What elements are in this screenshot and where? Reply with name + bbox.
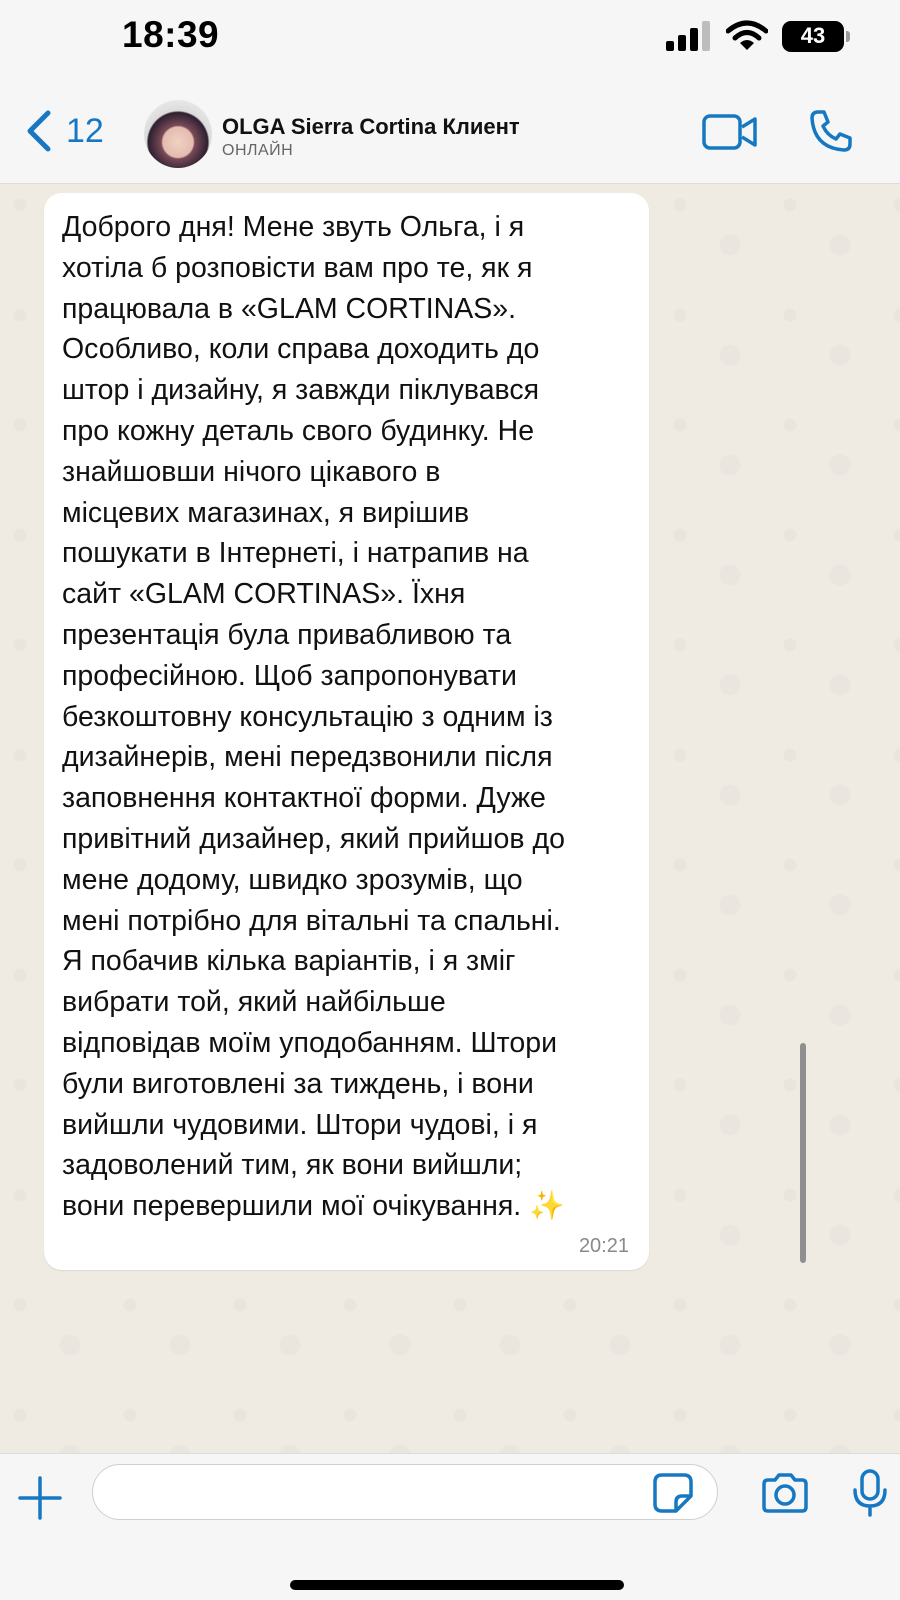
camera-icon bbox=[760, 1472, 810, 1514]
back-button[interactable] bbox=[26, 110, 104, 152]
chevron-left-icon bbox=[26, 110, 52, 152]
video-camera-icon bbox=[702, 114, 758, 150]
camera-button[interactable] bbox=[760, 1472, 810, 1519]
chat-header bbox=[0, 80, 900, 184]
cellular-signal-icon bbox=[666, 21, 712, 51]
attach-button[interactable] bbox=[16, 1474, 64, 1527]
phone-icon bbox=[808, 108, 854, 154]
microphone-icon bbox=[852, 1468, 888, 1518]
sticker-button[interactable] bbox=[652, 1472, 694, 1519]
battery-level: 43 bbox=[800, 23, 826, 48]
contact-status: ОНЛАЙН bbox=[222, 142, 294, 159]
status-time: 18:39 bbox=[122, 14, 220, 55]
chat-area[interactable] bbox=[0, 185, 900, 1453]
plus-icon bbox=[16, 1474, 64, 1522]
message-bubble[interactable] bbox=[44, 193, 649, 1270]
voice-call-button[interactable] bbox=[808, 108, 854, 159]
message-time: 20:21 bbox=[578, 1235, 629, 1257]
scrollbar[interactable] bbox=[800, 1043, 806, 1263]
contact-avatar[interactable] bbox=[144, 100, 212, 168]
battery-indicator bbox=[782, 21, 844, 52]
message-text: Доброго дня! Мене звуть Ольга, і я хотіла б розповісти вам про те, як я працювала в «GLAM CORTINAS». Особливо, коли справа доходить до штор і дизайну, я завжди піклувався про кожну деталь свого будинку. Не знайшовши нічого цікавого в місцевих магазинах, я вирішив пошукати в Інтернеті, і натрапив на сайт «GLAM CORTINAS». Їхня презентація була привабливою та професійною. Щоб запропонувати безкоштовну консультацію з одним із дизайнерів, мені передзвонили після заповнення контактної форми. Дуже привітний дизайнер, який прийшов до мене додому, швидко зрозумів, що мені потрібно для вітальні та спальні. Я побачив кілька варіантів, і я зміг вибрати той, який найбільше відповідав моїм уподобанням. Штори були виготовлені за тиждень, і вони вийшли чудовими. Штори чудові, і я задоволений тим, як вони вийшли; вони перевершили мої очікування. ✨ bbox=[62, 211, 565, 1223]
contact-name[interactable]: OLGA Sierra Cortina Клиент bbox=[222, 114, 520, 139]
input-bar bbox=[0, 1453, 900, 1600]
microphone-button[interactable] bbox=[852, 1468, 888, 1523]
video-call-button[interactable] bbox=[702, 114, 758, 155]
wifi-icon bbox=[726, 20, 768, 52]
sticker-icon bbox=[652, 1472, 694, 1514]
status-bar bbox=[0, 0, 900, 80]
message-input[interactable] bbox=[92, 1464, 718, 1520]
home-indicator[interactable] bbox=[290, 1580, 624, 1590]
unread-count: 12 bbox=[66, 111, 104, 150]
status-icons bbox=[666, 18, 844, 54]
